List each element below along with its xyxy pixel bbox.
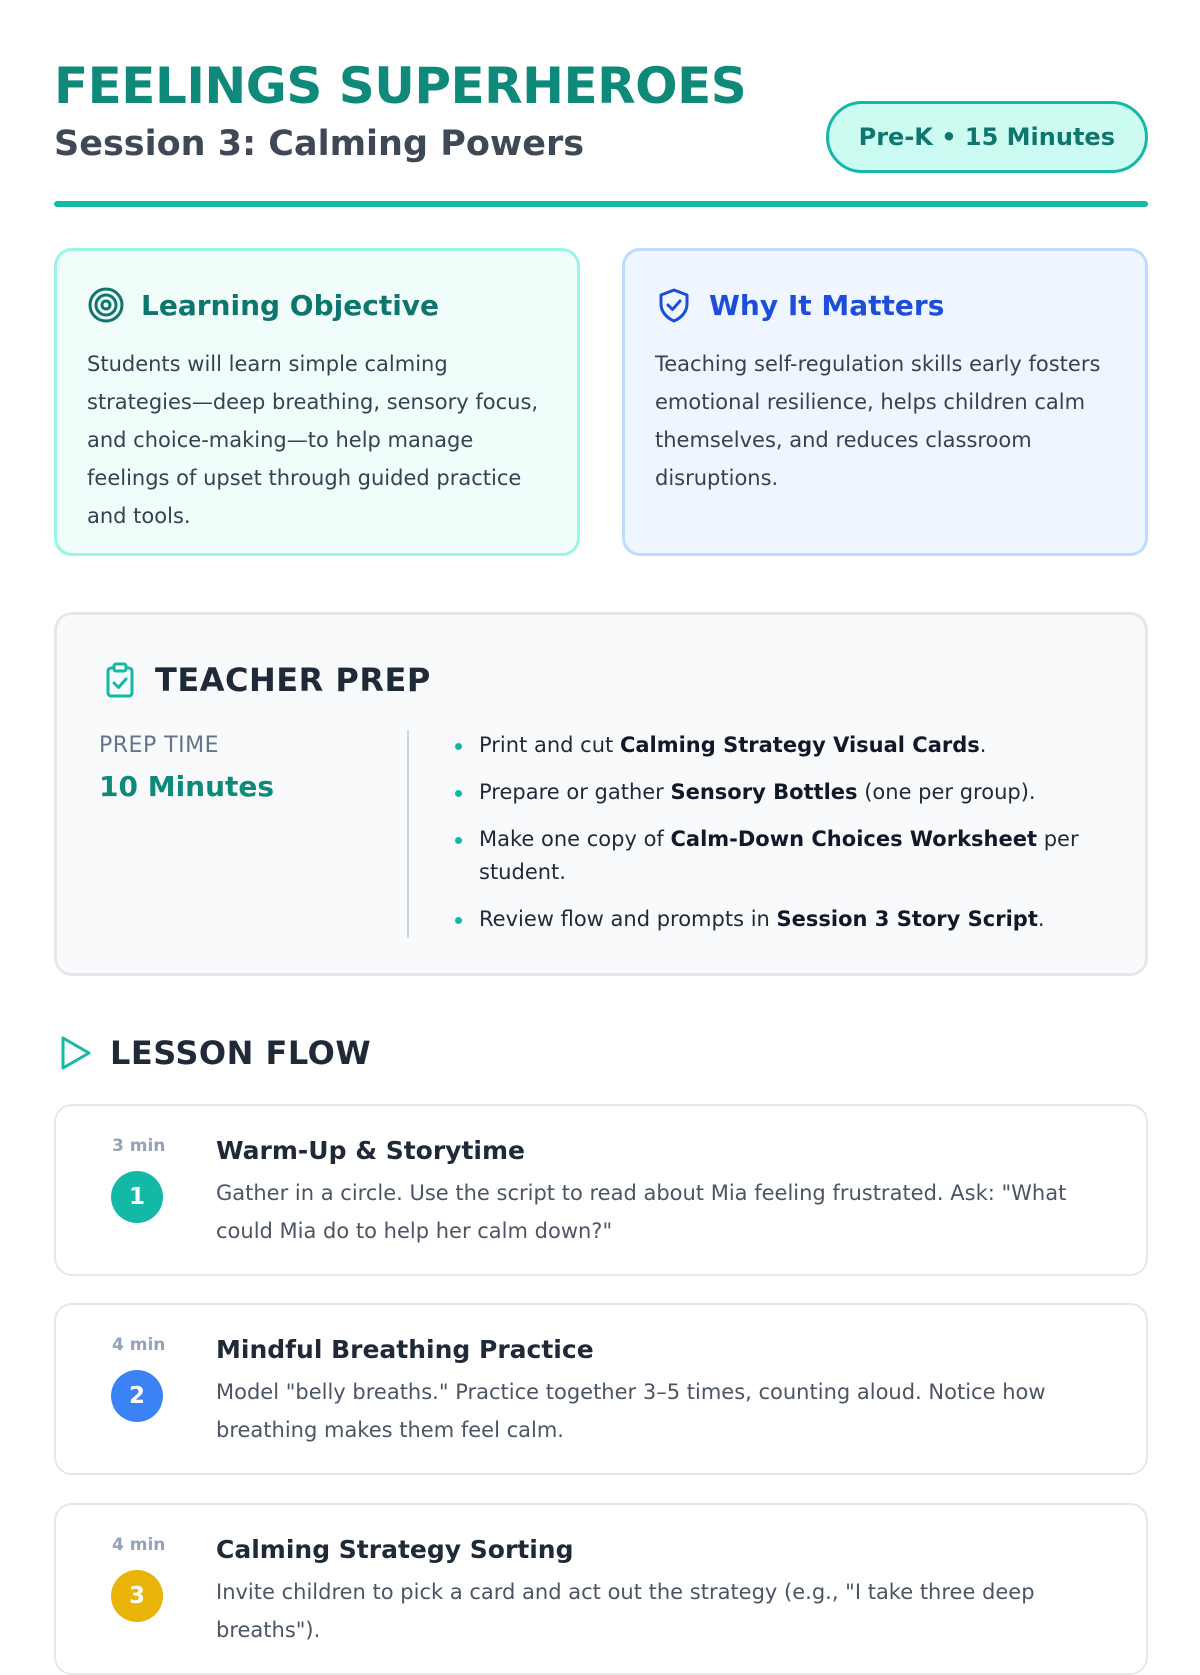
why-it-matters-card: [622, 248, 1148, 556]
prep-divider: [407, 730, 409, 938]
step-title: Calming Strategy Sorting: [216, 1535, 574, 1564]
grade-duration-badge: Pre-K • 15 Minutes: [826, 101, 1148, 173]
prep-item: Review flow and prompts in Session 3 Story Script.: [451, 903, 1101, 936]
step-title: Mindful Breathing Practice: [216, 1335, 594, 1364]
lesson-flow-title: LESSON FLOW: [110, 1034, 372, 1072]
step-number-badge: 2: [111, 1370, 163, 1422]
lesson-step: [54, 1503, 1148, 1675]
objective-title: Learning Objective: [141, 288, 440, 322]
step-description: Gather in a circle. Use the script to read about Mia feeling frustrated. Ask: "What could Mia do to help her calm down?": [216, 1181, 1067, 1243]
step-duration: 3 min: [112, 1136, 166, 1156]
learning-objective-card: [54, 248, 580, 556]
step-number-badge: 3: [111, 1570, 163, 1622]
objective-text: Students will learn simple calming strategies—deep breathing, sensory focus, and choice-making—to help manage feelings of upset through guided practice and tools.: [87, 352, 539, 528]
play-icon: [58, 1034, 94, 1072]
prep-checklist: [451, 729, 1101, 950]
step-number-badge: 1: [111, 1171, 163, 1223]
teacher-prep-panel: [54, 612, 1148, 976]
step-duration: 4 min: [112, 1535, 166, 1555]
shield-check-icon: [655, 286, 693, 324]
why-title: Why It Matters: [709, 288, 945, 322]
lesson-step: [54, 1303, 1148, 1475]
target-icon: [87, 286, 125, 324]
step-description: Model "belly breaths." Practice together 3–5 times, counting aloud. Notice how breathing makes them feel calm.: [216, 1380, 1046, 1442]
header-divider: [54, 201, 1148, 207]
step-description: Invite children to pick a card and act out the strategy (e.g., "I take three deep breaths").: [216, 1580, 1035, 1642]
prep-item: Prepare or gather Sensory Bottles (one per group).: [451, 776, 1101, 809]
teacher-prep-title: TEACHER PREP: [155, 661, 431, 699]
page-header: [54, 56, 1148, 206]
prep-time-label: PREP TIME: [99, 733, 220, 758]
lesson-step: [54, 1104, 1148, 1276]
prep-item: Print and cut Calming Strategy Visual Cards.: [451, 729, 1101, 762]
page-title: FEELINGS SUPERHEROES: [54, 57, 747, 115]
session-subtitle: Session 3: Calming Powers: [54, 124, 585, 164]
lesson-flow-heading: [58, 1034, 371, 1072]
clipboard-check-icon: [101, 661, 139, 699]
step-duration: 4 min: [112, 1335, 166, 1355]
why-text: Teaching self-regulation skills early fosters emotional resilience, helps children calm themselves, and reduces classroom disruptions.: [655, 352, 1101, 490]
prep-item: Make one copy of Calm-Down Choices Worksheet per student.: [451, 823, 1101, 889]
step-title: Warm-Up & Storytime: [216, 1136, 525, 1165]
prep-time-value: 10 Minutes: [99, 770, 275, 803]
